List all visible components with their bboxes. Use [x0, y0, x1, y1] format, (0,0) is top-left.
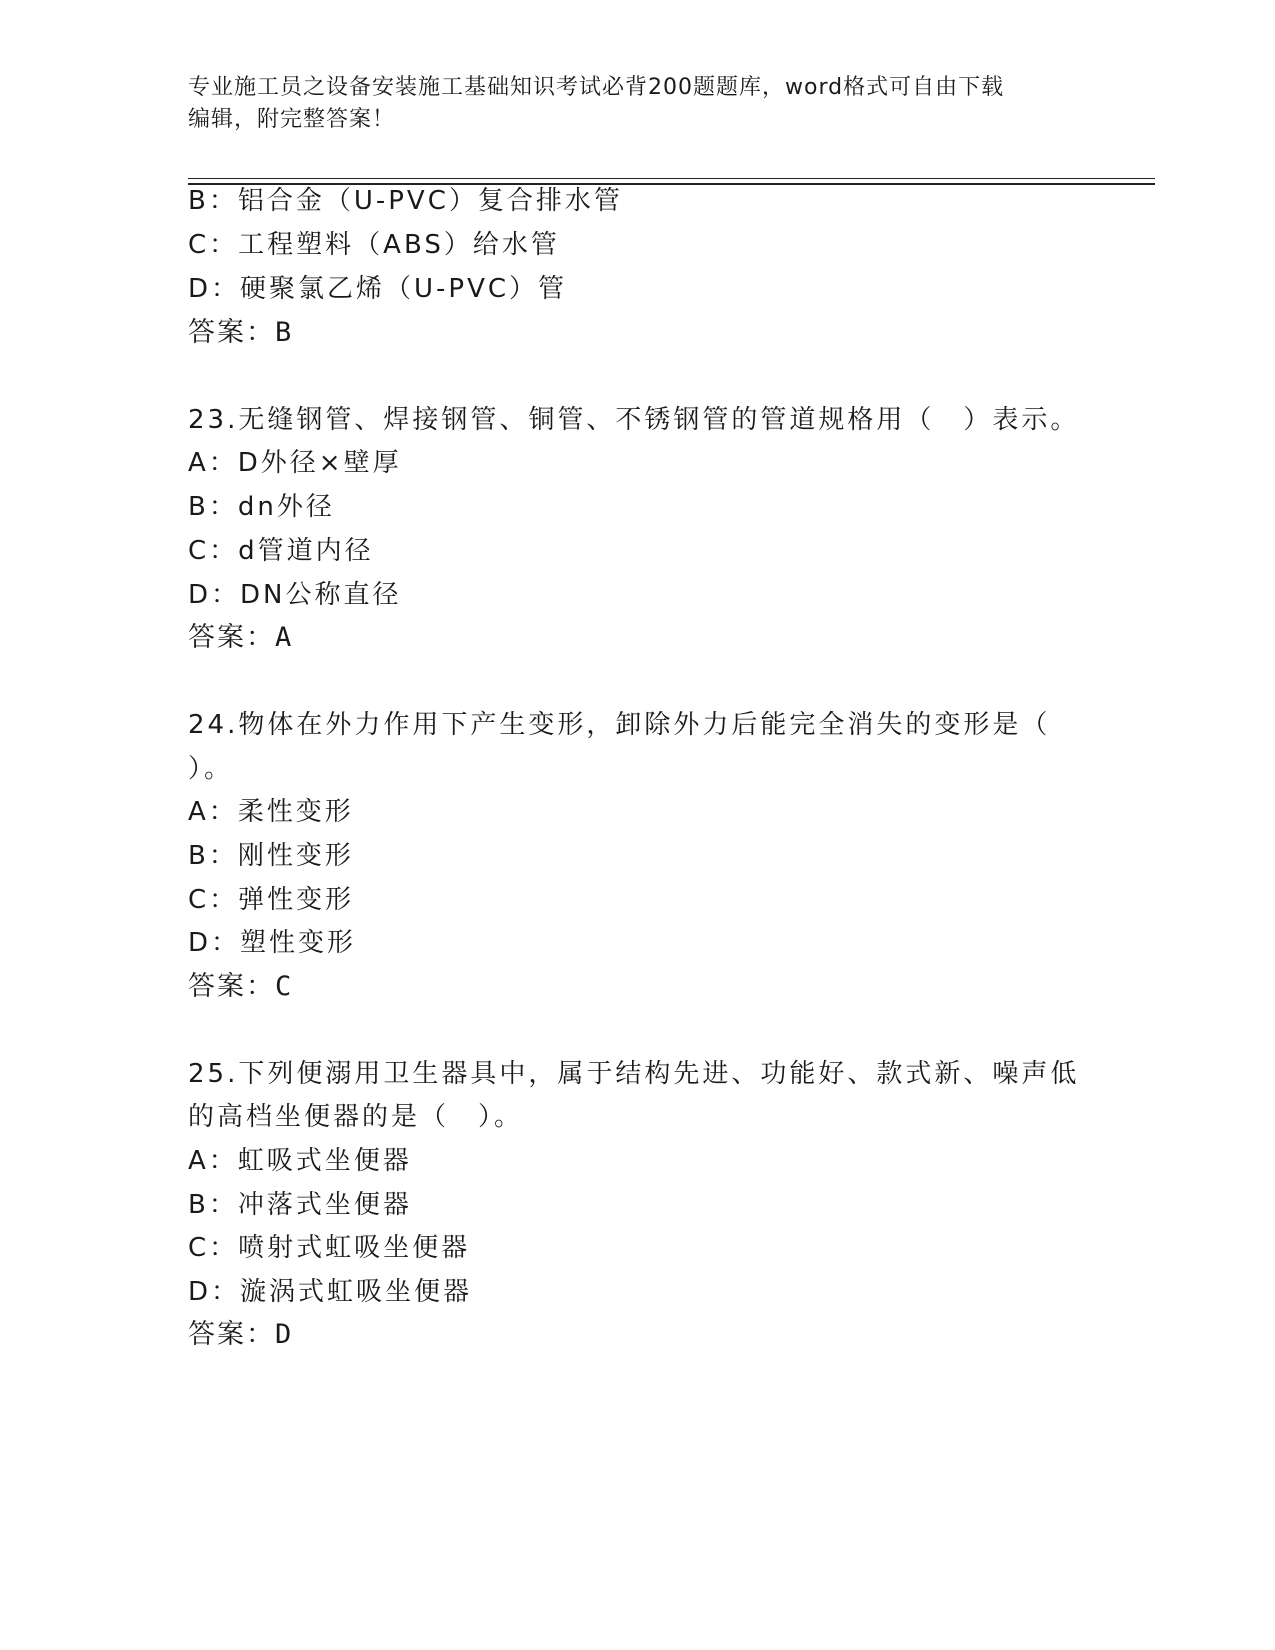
q24-option-a: A：柔性变形 [188, 797, 354, 827]
q23-option-c: C：d管道内径 [188, 536, 374, 566]
header-divider-thick [188, 183, 1155, 185]
document-header [188, 72, 1088, 136]
header-divider-thin [188, 178, 1155, 179]
q24-option-d: D：塑性变形 [188, 928, 357, 958]
q24-question-line-1: 24.物体在外力作用下产生变形，卸除外力后能完全消失的变形是（ [188, 710, 1051, 740]
q25-answer [188, 1320, 291, 1350]
answer-value: A [275, 622, 292, 653]
q22-option-c: C：工程塑料（ABS）给水管 [188, 230, 560, 260]
header-title-line-2: 编辑，附完整答案！ [188, 107, 396, 132]
answer-value: D [275, 1319, 292, 1350]
q25-option-c: C：喷射式虹吸坐便器 [188, 1233, 471, 1263]
answer-label: 答案： [188, 622, 275, 653]
q23-question: 23.无缝钢管、焊接钢管、铜管、不锈钢管的管道规格用（ ）表示。 [188, 405, 1080, 435]
q25-option-b: B：冲落式坐便器 [188, 1190, 412, 1220]
q25-option-a: A：虹吸式坐便器 [188, 1146, 412, 1176]
answer-value: C [275, 971, 292, 1002]
q24-question-line-2: ）。 [188, 754, 234, 784]
q23-option-a: A：D外径×壁厚 [188, 448, 402, 478]
q22-answer [188, 318, 291, 348]
q24-answer [188, 972, 291, 1002]
q22-option-d: D：硬聚氯乙烯（U-PVC）管 [188, 274, 568, 304]
answer-label: 答案： [188, 971, 275, 1002]
q25-question-line-1: 25.下列便溺用卫生器具中，属于结构先进、功能好、款式新、噪声低 [188, 1059, 1080, 1089]
q22-option-b: B：铝合金（U-PVC）复合排水管 [188, 186, 623, 216]
answer-label: 答案： [188, 1319, 275, 1350]
header-title-line-1: 专业施工员之设备安装施工基础知识考试必背200题题库，word格式可自由下载 [188, 75, 1005, 100]
q23-option-d: D：DN公称直径 [188, 580, 402, 610]
q25-question-line-2: 的高档坐便器的是（ ）。 [188, 1102, 524, 1132]
q24-option-c: C：弹性变形 [188, 885, 355, 915]
answer-value: B [275, 317, 292, 348]
q23-option-b: B：dn外径 [188, 492, 335, 522]
q23-answer [188, 623, 291, 653]
q25-option-d: D：漩涡式虹吸坐便器 [188, 1277, 473, 1307]
q24-option-b: B：刚性变形 [188, 841, 354, 871]
answer-label: 答案： [188, 317, 275, 348]
